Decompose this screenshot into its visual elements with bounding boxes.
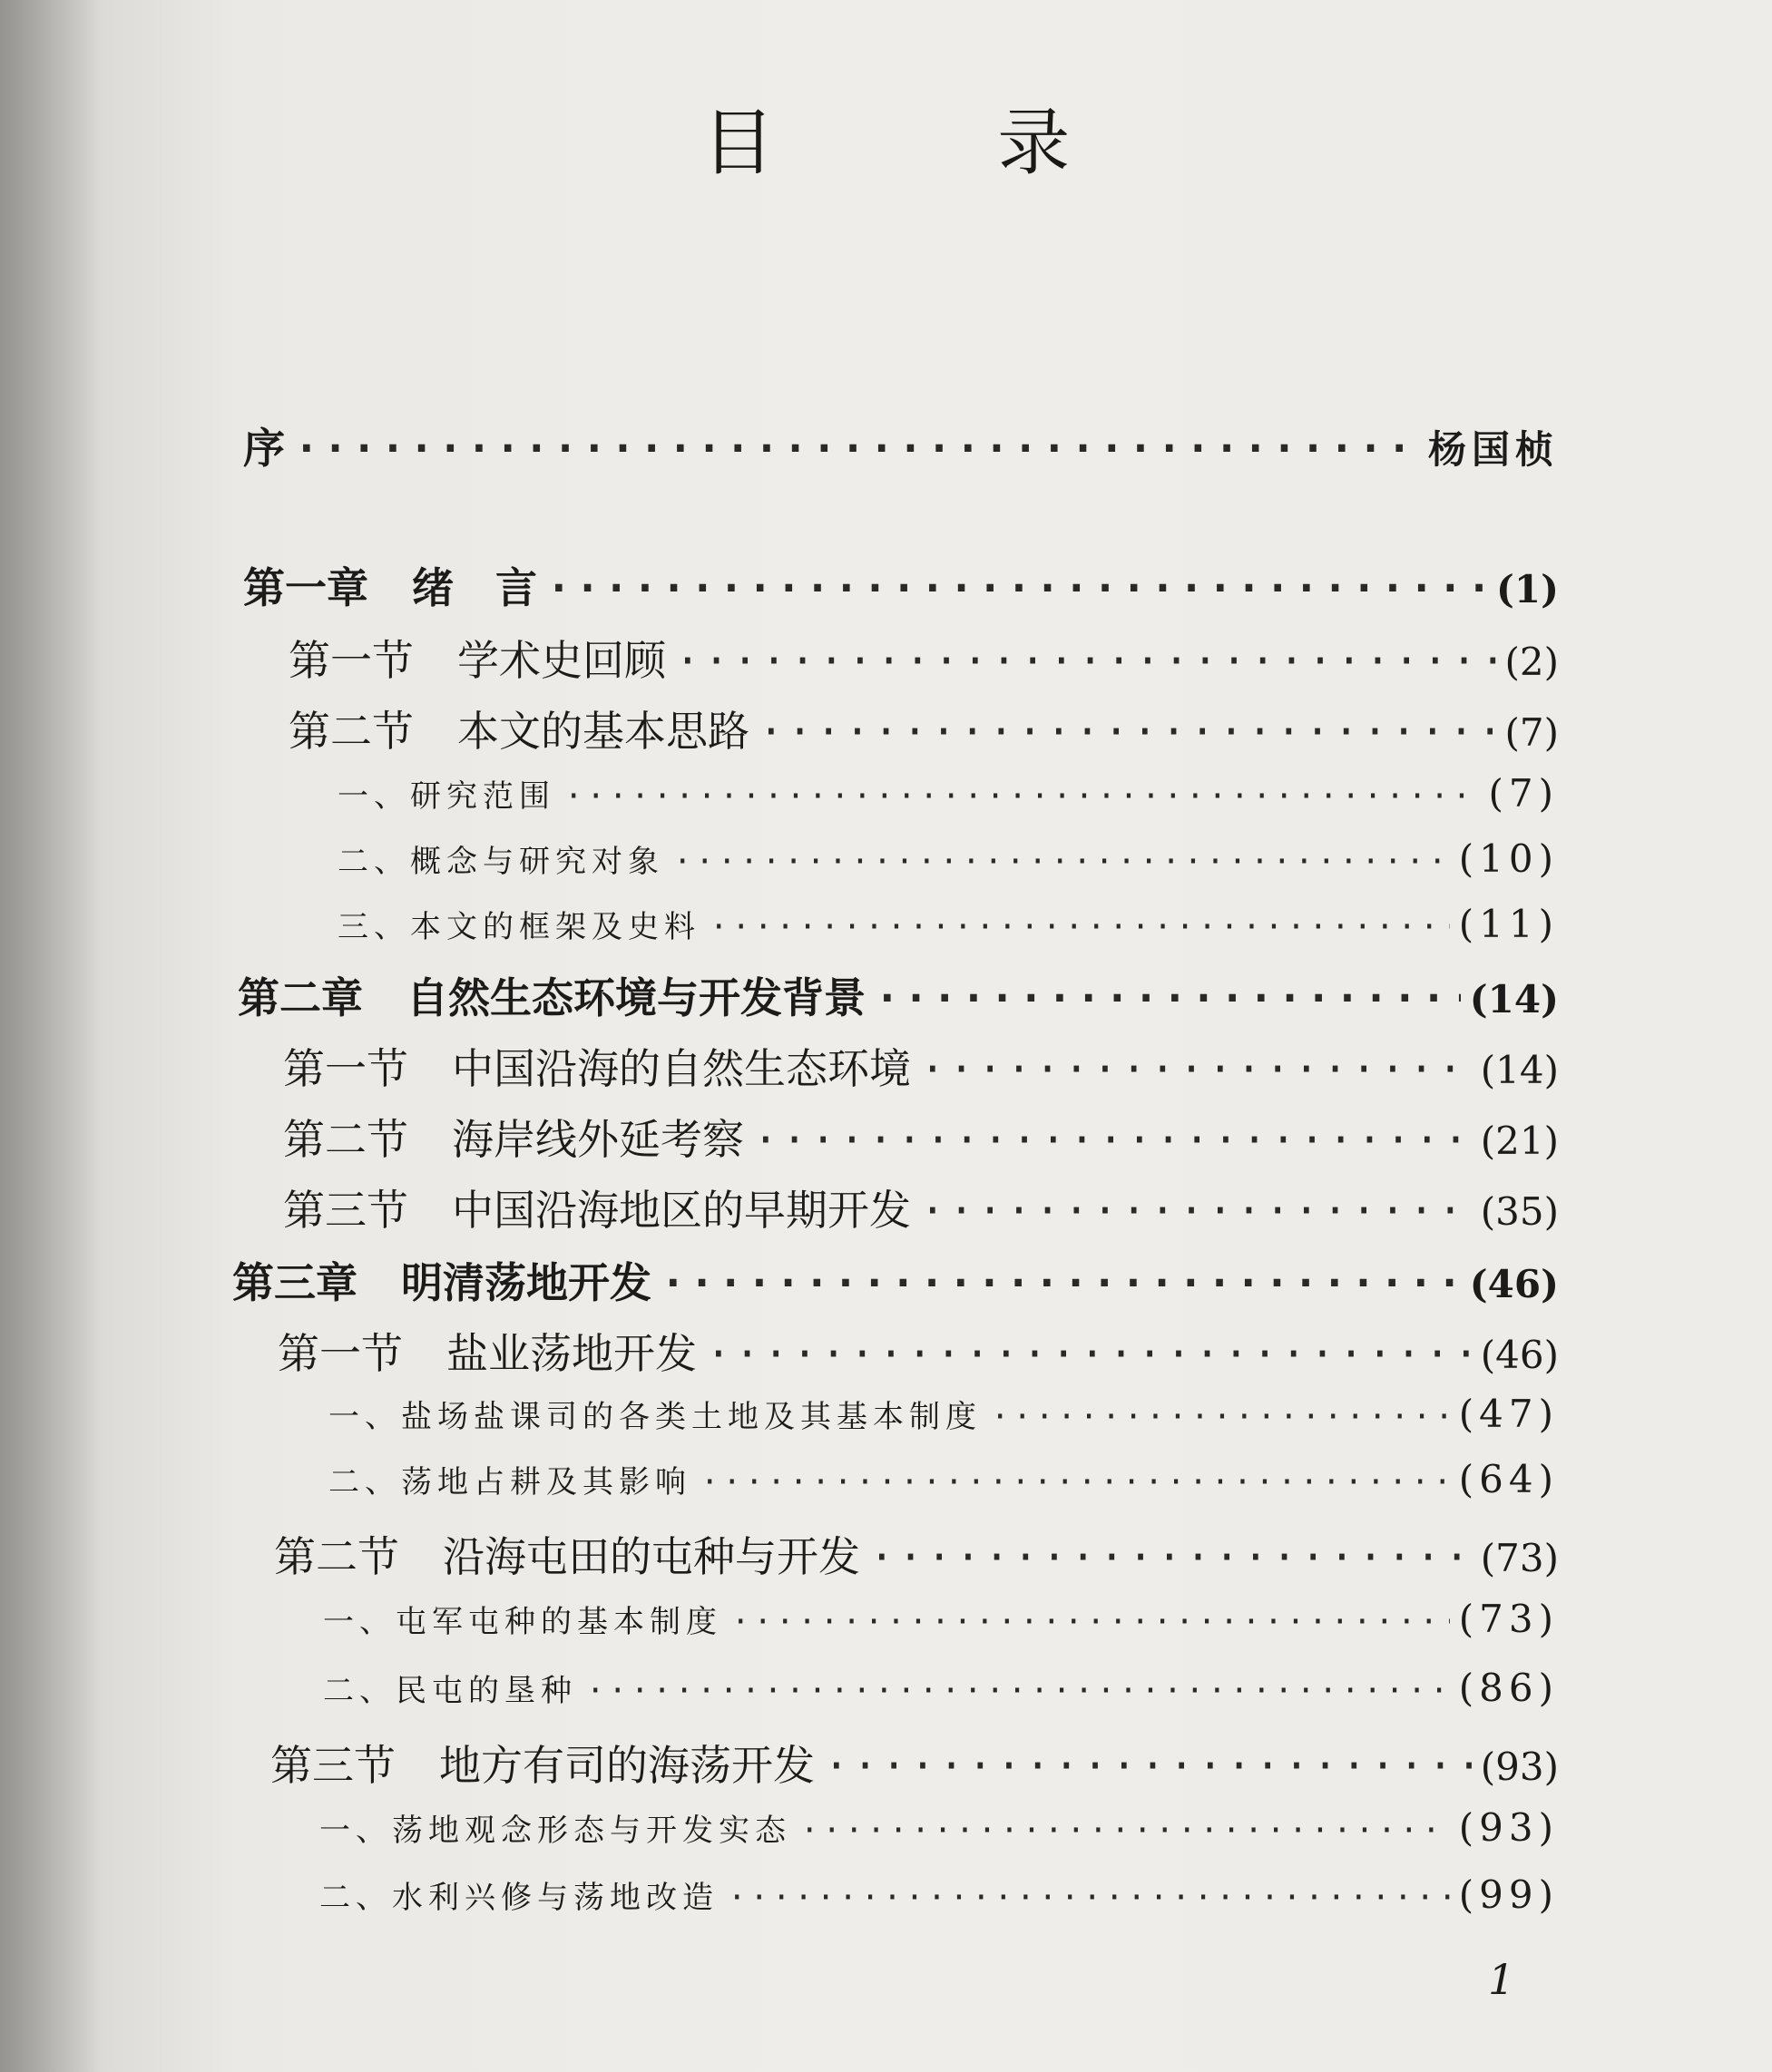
section-title: 盐业荡地开发 (446, 1329, 697, 1378)
chapter-title: 明清荡地开发 (401, 1258, 651, 1307)
toc-entry-label (238, 965, 866, 1025)
toc-entry-label: 三、本文的框架及史料 (338, 909, 700, 945)
dot-leader (710, 909, 1450, 945)
chapter-number: 第一章 (243, 563, 368, 612)
section-title: 沿海屯田的屯种与开发 (443, 1532, 860, 1581)
dot-leader (661, 1258, 1461, 1307)
toc-entry-page: (46) (1480, 1333, 1559, 1377)
dot-leader (759, 707, 1496, 756)
dot-leader (700, 1464, 1450, 1500)
dot-leader (546, 563, 1487, 612)
toc-entry-label (270, 1733, 815, 1793)
dot-leader (920, 1186, 1472, 1235)
toc-entry-label (283, 1107, 744, 1167)
toc-entry-page: (7) (1488, 771, 1559, 816)
chapter-number: 第三章 (232, 1258, 357, 1307)
toc-entry-page: (1) (1496, 567, 1559, 611)
toc-entry-section (289, 699, 1559, 758)
toc-entry-label (283, 1178, 911, 1237)
toc-entry-chapter-2 (238, 965, 1559, 1025)
section-number: 第一节 (278, 1329, 403, 1378)
toc-entry-label (243, 555, 537, 615)
dot-leader (869, 1532, 1472, 1581)
section-number: 第一节 (283, 1044, 408, 1093)
section-number: 第二节 (274, 1532, 399, 1581)
toc-entry-label: 二、荡地占耕及其影响 (328, 1464, 691, 1500)
toc-entry-subsection (328, 1392, 1559, 1436)
dot-leader (753, 1115, 1472, 1164)
toc-entry-subsection (323, 1597, 1559, 1641)
dot-leader (800, 1813, 1450, 1849)
toc-entry-chapter-3 (232, 1250, 1559, 1310)
toc-entry-subsection (338, 902, 1559, 946)
toc-entry-label: 二、水利兴修与荡地改造 (319, 1880, 719, 1916)
dot-leader (564, 778, 1480, 815)
toc-entry-label (283, 1036, 911, 1096)
section-number: 第一节 (289, 636, 414, 685)
toc-entry-section (270, 1733, 1559, 1793)
toc-entry-page: (7) (1504, 710, 1559, 755)
section-number: 第三节 (283, 1186, 408, 1235)
section-title: 海岸线外延考察 (452, 1115, 744, 1164)
page-number: 1 (1488, 1955, 1515, 2004)
dot-leader (586, 1673, 1450, 1709)
section-title: 中国沿海的自然生态环境 (452, 1044, 911, 1093)
toc-entry-author: 杨国桢 (1427, 427, 1559, 472)
page-title: 目 录 (701, 101, 1170, 185)
toc-entry-label (278, 1321, 697, 1381)
toc-entry-label: 一、屯军屯种的基本制度 (323, 1604, 722, 1640)
toc-entry-page: (46) (1469, 1262, 1559, 1306)
toc-entry-page: (73) (1458, 1597, 1559, 1641)
toc-entry-label (289, 699, 749, 758)
toc-entry-preface (243, 415, 1559, 475)
section-title: 本文的基本思路 (457, 707, 749, 756)
toc-entry-subsection (319, 1872, 1559, 1917)
toc-entry-subsection (338, 836, 1559, 881)
toc-entry-label: 二、概念与研究对象 (338, 844, 664, 880)
toc-entry-label: 序 (243, 424, 285, 473)
dot-leader (875, 973, 1461, 1022)
section-title: 中国沿海地区的早期开发 (452, 1186, 911, 1235)
toc-entry-page: (99) (1458, 1872, 1559, 1917)
dot-leader (294, 424, 1419, 473)
toc-entry-section (283, 1107, 1559, 1167)
dot-leader (728, 1880, 1450, 1916)
toc-entry-page: (2) (1504, 640, 1559, 684)
dot-leader (706, 1329, 1472, 1378)
dot-leader (920, 1044, 1472, 1093)
chapter-number: 第二章 (238, 973, 363, 1022)
toc-entry-label: 一、研究范围 (338, 778, 555, 815)
toc-entry-label: 一、荡地观念形态与开发实态 (319, 1813, 791, 1849)
toc-entry-page: (14) (1469, 977, 1559, 1021)
dot-leader (673, 844, 1450, 880)
toc-entry-subsection (338, 771, 1559, 816)
toc-entry-page: (73) (1480, 1536, 1559, 1580)
dot-leader (731, 1604, 1450, 1640)
toc-entry-page: (21) (1480, 1119, 1559, 1163)
section-title: 地方有司的海荡开发 (439, 1741, 815, 1790)
chapter-title: 绪 言 (412, 563, 537, 612)
dot-leader (991, 1399, 1450, 1435)
section-number: 第二节 (289, 707, 414, 756)
section-number: 第二节 (283, 1115, 408, 1164)
toc-entry-page: (47) (1458, 1392, 1559, 1436)
toc-entry-section (283, 1036, 1559, 1096)
toc-entry-label (274, 1524, 860, 1584)
toc-entry-section (289, 628, 1559, 688)
toc-entry-page: (11) (1458, 902, 1559, 946)
toc-entry-page: (64) (1458, 1457, 1559, 1501)
toc-entry-chapter-1 (243, 555, 1559, 615)
toc-entry-subsection (328, 1457, 1559, 1501)
toc-entry-label (289, 628, 666, 688)
section-number: 第三节 (270, 1741, 396, 1790)
toc-entry-section (278, 1321, 1559, 1381)
toc-entry-page: (14) (1480, 1048, 1559, 1092)
toc-entry-page: (10) (1458, 836, 1559, 881)
toc-entry-section (274, 1524, 1559, 1584)
toc-entry-subsection (319, 1805, 1559, 1850)
toc-entry-section (283, 1178, 1559, 1237)
toc-entry-page: (35) (1480, 1189, 1559, 1234)
dot-leader (675, 636, 1496, 685)
toc-entry-label: 二、民屯的垦种 (323, 1673, 577, 1709)
toc-entry-page: (86) (1458, 1666, 1559, 1710)
toc-entry-label: 一、盐场盐课司的各类土地及其基本制度 (328, 1399, 982, 1435)
dot-leader (824, 1741, 1472, 1790)
toc-entry-subsection (323, 1666, 1559, 1710)
toc-entry-page: (93) (1480, 1745, 1559, 1789)
chapter-title: 自然生态环境与开发背景 (406, 973, 866, 1022)
toc-entry-label (232, 1250, 651, 1310)
toc-entry-page: (93) (1458, 1805, 1559, 1850)
section-title: 学术史回顾 (457, 636, 666, 685)
